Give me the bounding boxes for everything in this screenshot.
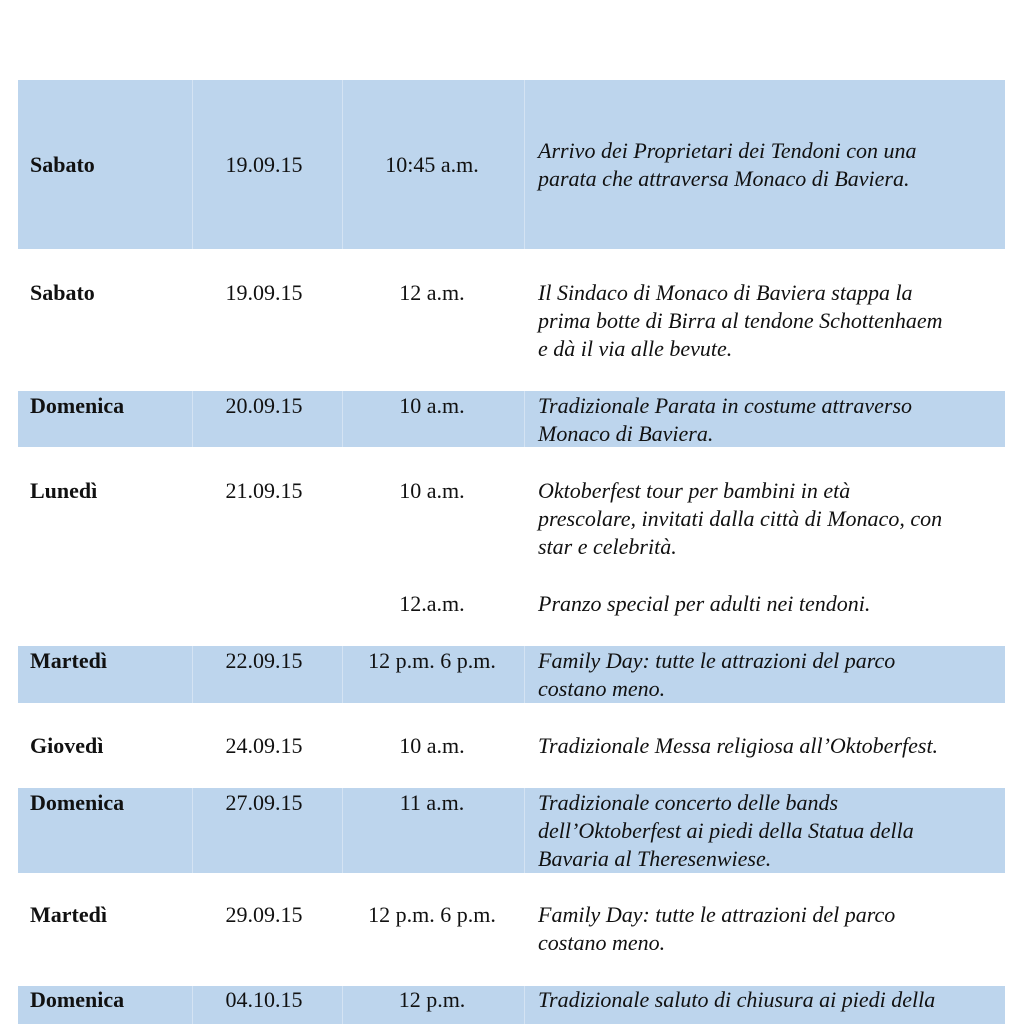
event-description bbox=[538, 901, 998, 957]
event-day: Sabato bbox=[30, 280, 95, 305]
event-date: 04.10.15 bbox=[225, 987, 303, 1012]
table-row bbox=[18, 646, 1005, 703]
event-day: Domenica bbox=[30, 987, 125, 1012]
event-description bbox=[538, 647, 998, 703]
event-date: 20.09.15 bbox=[225, 393, 303, 418]
table-row bbox=[18, 270, 1005, 380]
event-time: 12.a.m. bbox=[399, 591, 465, 616]
event-date: 19.09.15 bbox=[225, 152, 303, 177]
column-divider bbox=[192, 986, 193, 1024]
event-date: 19.09.15 bbox=[225, 280, 303, 305]
event-day: Sabato bbox=[30, 152, 95, 177]
column-divider bbox=[342, 986, 343, 1024]
table-row bbox=[18, 80, 1005, 249]
description-line: Tradizionale saluto di chiusura ai piedi della bbox=[538, 987, 936, 1012]
event-time: 12 p.m. bbox=[398, 987, 466, 1012]
description-line: costano meno. bbox=[538, 930, 666, 955]
event-description bbox=[538, 986, 998, 1014]
description-line: dell’Oktoberfest ai piedi della Statua della bbox=[538, 818, 914, 843]
event-description bbox=[538, 392, 998, 448]
description-line: Family Day: tutte le attrazioni del parco bbox=[538, 648, 896, 673]
column-divider bbox=[192, 646, 193, 703]
description-line: e dà il via alle bevute. bbox=[538, 336, 733, 361]
description-line: Tradizionale concerto delle bands bbox=[538, 790, 839, 815]
event-date: 27.09.15 bbox=[225, 790, 303, 815]
column-divider bbox=[192, 391, 193, 447]
table-row bbox=[18, 716, 1005, 776]
description-line: Family Day: tutte le attrazioni del parco bbox=[538, 902, 896, 927]
event-day: Domenica bbox=[30, 393, 125, 418]
event-day: Domenica bbox=[30, 790, 125, 815]
event-day: Lunedì bbox=[30, 478, 98, 503]
description-line: star e celebrità. bbox=[538, 534, 677, 559]
column-divider bbox=[192, 788, 193, 873]
description-line: costano meno. bbox=[538, 676, 666, 701]
event-date: 22.09.15 bbox=[225, 648, 303, 673]
column-divider bbox=[524, 80, 525, 249]
table-row bbox=[18, 788, 1005, 873]
column-divider bbox=[524, 986, 525, 1024]
table-row bbox=[18, 580, 1005, 630]
column-divider bbox=[342, 646, 343, 703]
description-line: prima botte di Birra al tendone Schottenhaem bbox=[538, 308, 943, 333]
description-line: Tradizionale Parata in costume attraverso bbox=[538, 393, 912, 418]
event-description bbox=[538, 137, 998, 193]
event-time: 11 a.m. bbox=[399, 790, 465, 815]
event-time: 10 a.m. bbox=[399, 733, 465, 758]
event-day: Giovedì bbox=[30, 733, 104, 758]
event-time: 12 a.m. bbox=[399, 280, 465, 305]
table-row bbox=[18, 986, 1005, 1024]
event-time: 10 a.m. bbox=[399, 393, 465, 418]
event-date: 29.09.15 bbox=[225, 902, 303, 927]
event-description bbox=[538, 789, 998, 873]
event-description bbox=[538, 279, 998, 363]
event-time: 12 p.m. 6 p.m. bbox=[368, 648, 496, 673]
table-row bbox=[18, 460, 1005, 570]
event-time: 10 a.m. bbox=[399, 478, 465, 503]
event-time: 10:45 a.m. bbox=[385, 152, 479, 177]
description-line: parata che attraversa Monaco di Baviera. bbox=[538, 166, 910, 191]
description-line: Monaco di Baviera. bbox=[538, 421, 714, 446]
description-line: Tradizionale Messa religiosa all’Oktoberfest. bbox=[538, 733, 939, 758]
column-divider bbox=[342, 80, 343, 249]
column-divider bbox=[524, 646, 525, 703]
description-line: Oktoberfest tour per bambini in età bbox=[538, 478, 851, 503]
column-divider bbox=[524, 788, 525, 873]
table-row bbox=[18, 391, 1005, 447]
event-date: 24.09.15 bbox=[225, 733, 303, 758]
column-divider bbox=[342, 391, 343, 447]
event-description bbox=[538, 732, 998, 760]
event-description bbox=[538, 590, 998, 618]
column-divider bbox=[342, 788, 343, 873]
description-line: prescolare, invitati dalla città di Monaco, con bbox=[538, 506, 943, 531]
column-divider bbox=[524, 391, 525, 447]
description-line: Bavaria al Theresenwiese. bbox=[538, 846, 772, 871]
column-divider bbox=[192, 80, 193, 249]
event-day: Martedì bbox=[30, 902, 107, 927]
event-time: 12 p.m. 6 p.m. bbox=[368, 902, 496, 927]
event-schedule-table bbox=[18, 0, 1005, 1024]
table-row bbox=[18, 886, 1005, 966]
event-description bbox=[538, 477, 998, 561]
description-line: Arrivo dei Proprietari dei Tendoni con una bbox=[538, 138, 917, 163]
event-date: 21.09.15 bbox=[225, 478, 303, 503]
event-day: Martedì bbox=[30, 648, 107, 673]
description-line: Il Sindaco di Monaco di Baviera stappa la bbox=[538, 280, 913, 305]
description-line: Pranzo special per adulti nei tendoni. bbox=[538, 591, 871, 616]
